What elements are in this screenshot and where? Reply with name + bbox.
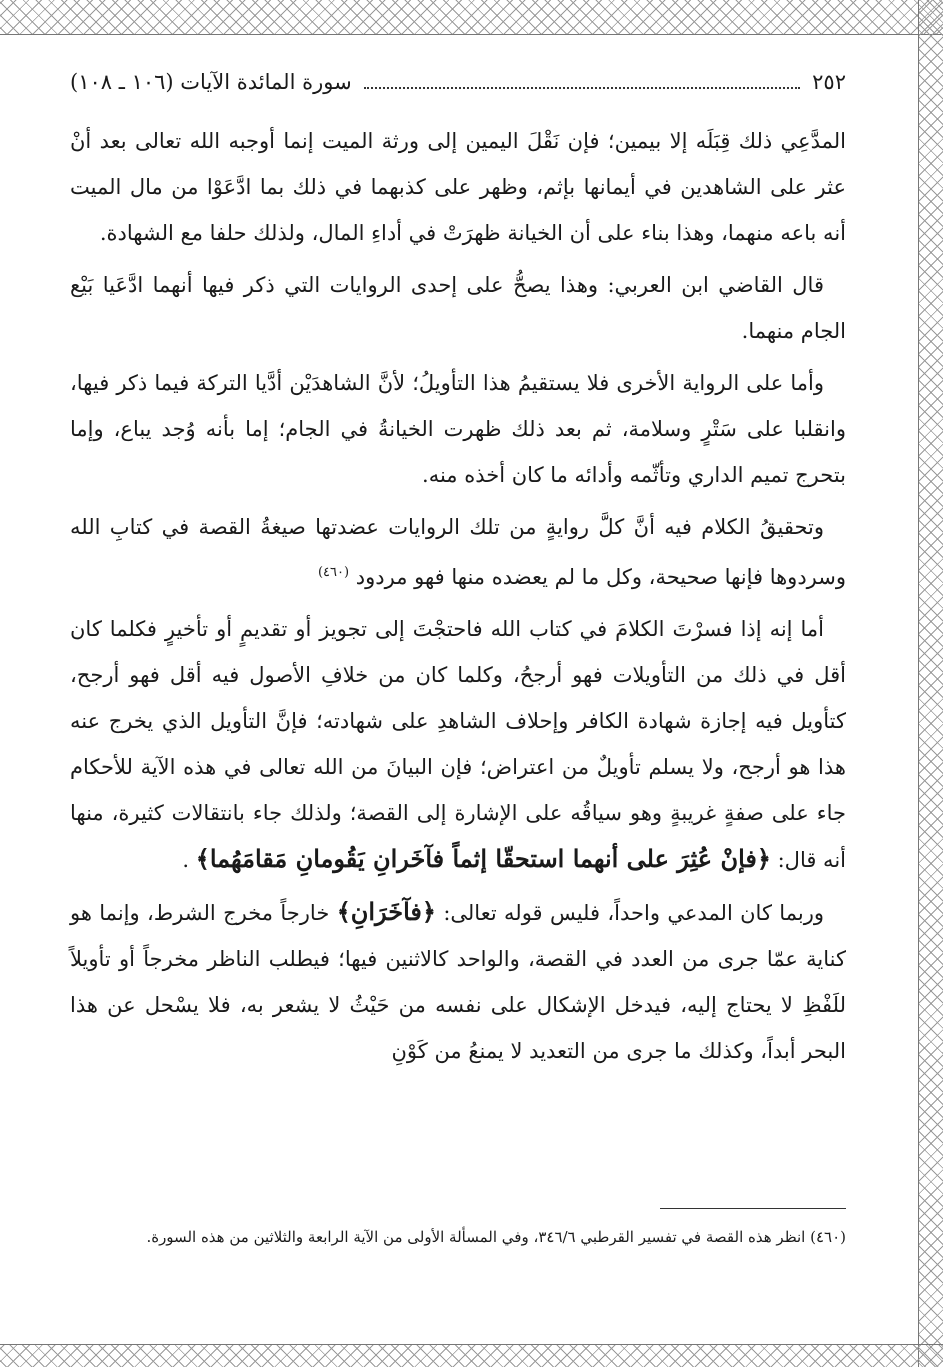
paragraph-2: قال القاضي ابن العربي: وهذا يصحُّ على إحدى الروايات التي ذكر فيها أنهما ادَّعَيا بَيْع الجام منهما. <box>70 273 846 343</box>
decorative-border-right <box>918 0 943 1367</box>
quran-word: ﴿فآخَرَانِ﴾ <box>336 897 436 926</box>
paragraph-5 <box>70 606 846 883</box>
header-dot-leader <box>364 75 800 89</box>
paragraph-6 <box>70 889 846 1074</box>
decorative-border-top <box>0 0 943 35</box>
paragraph-1: المدَّعِي ذلك قِبَلَه إلا بيمين؛ فإن نَقْلَ اليمين إلى ورثة الميت إنما أوجبه الله تعالى بعد أنْ عثر على الشاهدين في أيمانها بإثم، وظهر على كذبهما في ذلك بما ادَّعَوْا من مال الميت أنه باعه منهما، وهذا بناء على أن الخيانة ظهرَتْ في أداءِ المال، ولذلك حلفا مع الشهادة. <box>70 129 846 245</box>
footnote: (٤٦٠) انظر هذه القصة في تفسير القرطبي ٣٤٦/٦، وفي المسألة الأولى من الآية الرابعة والثلاثين من هذه السورة. <box>146 1228 846 1246</box>
running-title: سورة المائدة الآيات (١٠٦ ـ ١٠٨) <box>70 70 352 94</box>
quran-verse: ﴿فإنْ عُثِرَ على أنهما استحقّا إثماً فآخَرانِ يَقُومانِ مَقامَهُما﴾ <box>195 844 771 873</box>
paragraph-5-end: . <box>182 848 190 872</box>
footnote-reference[interactable]: (٤٦٠) <box>317 565 350 580</box>
decorative-border-bottom <box>0 1344 943 1367</box>
footnote-separator <box>660 1208 846 1209</box>
page-number: ٢٥٢ <box>812 70 846 94</box>
paragraph-5-text: أما إنه إذا فسرْتَ الكلامَ في كتاب الله فاحتجْتَ إلى تجويز أو تقديمٍ أو تأخيرٍ فكلما كان أقل في ذلك من التأويلات فهو أرجحُ، وكلما كان من خلافِ الأصول فيه أقل فهو أرجح، كتأويل فيه إجازة شهادة الكافر وإحلاف الشاهدِ على شهادته؛ فإنَّ التأويل الذي يخرج عنه هذا هو أرجح، ولا يسلم تأويلٌ من اعتراض؛ فإن البيانَ من الله تعالى في هذه الآية للأحكام جاء على صفةٍ غريبةٍ وهو سياقُه على الإشارة إلى القصة؛ ولذلك جاء بانتقالات كثيرة، منها أنه قال: <box>70 617 846 872</box>
paragraph-6-end: خارجاً مخرج الشرط، وإنما هو كناية عمّا جرى من العدد في القصة، والواحد كالاثنين فيها؛ فيطلب الناظر مخرجاً أو تأويلاً للَفْظِ لا يحتاج إليه، فيدخل الإشكال على نفسه من حَيْثُ لا يشعر به، فلا يسْحل عن هذا البحر أبداً، وكذلك ما جرى من التعديد لا يمنعُ من كَوْنِ <box>70 901 846 1063</box>
paragraph-3: وأما على الرواية الأخرى فلا يستقيمُ هذا التأويلُ؛ لأنَّ الشاهدَيْن أدَّيا التركة فيما ذكر فيها، وانقلبا على سَتْرٍ وسلامة، ثم بعد ذلك ظهرت الخيانةُ في الجام؛ إما بأنه وُجد يباع، وإما بتحرج تميم الداري وتأثّمه وأدائه ما كان أخذه منه. <box>70 371 846 487</box>
paragraph-6-text: وربما كان المدعي واحداً، فليس قوله تعالى: <box>443 901 824 925</box>
page-body <box>70 60 846 1080</box>
running-header <box>70 60 846 104</box>
paragraph-4-text: وتحقيقُ الكلام فيه أنَّ كلَّ روايةٍ من تلك الروايات عضدتها صيغةُ القصة في كتابِ الله وسردوها فإنها صحيحة، وكل ما لم يعضده منها فهو مردود <box>70 515 846 589</box>
paragraph-4 <box>70 504 846 600</box>
